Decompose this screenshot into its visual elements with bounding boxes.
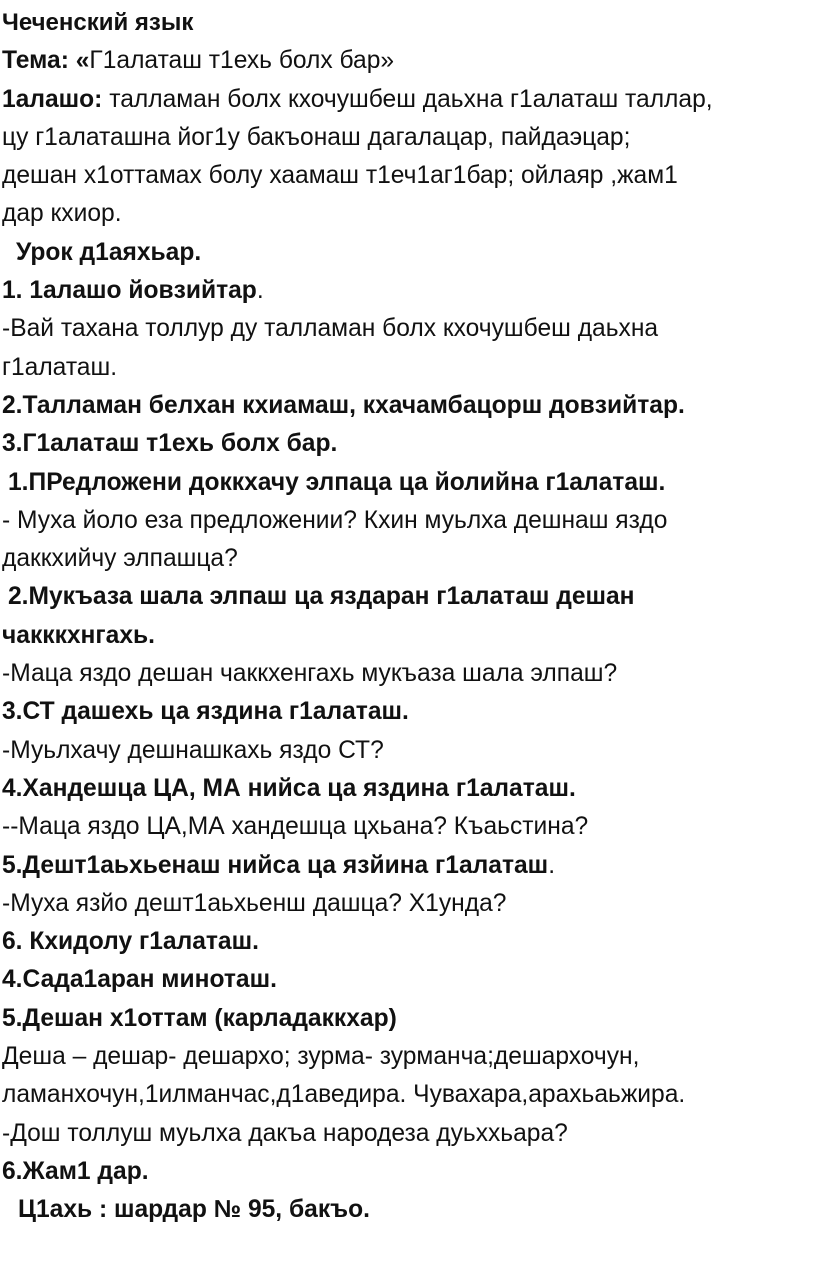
topic-text: Г1алаташ т1ехь болх бар» <box>89 47 395 75</box>
step1-heading-line <box>2 272 812 310</box>
step3-heading: 3.Г1алаташ т1ехь болх бар. <box>2 430 338 458</box>
sub1-heading: 1.ПРедложени доккхачу элпаца ца йолийна г1алаташ. <box>8 468 666 496</box>
sub2-text: -Маца яздо дешан чаккхенгахь мукъаза шала элпаш? <box>2 660 618 688</box>
document-page <box>2 4 812 1230</box>
step1-text-2: г1алаташ. <box>2 353 118 381</box>
step5-text-2: ламанхочун,1илманчас,д1аведира. Чувахара,арахьаьжира. <box>2 1081 686 1109</box>
step5-text-1: Деша – дешар- дешархо; зурма- зурманча;дешархочун, <box>2 1043 640 1071</box>
goal-line-4: дар кхиор. <box>2 200 122 228</box>
step6b-heading: 6.Жам1 дар. <box>2 1157 149 1185</box>
goal-text-1: талламан болх кхочушбеш даьхна г1алаташ таллар, <box>102 85 713 113</box>
document-header: Чеченский язык <box>2 9 194 36</box>
step5-heading: 5.Дешан х1оттам (карладаккхар) <box>2 1004 397 1032</box>
step5-text-3: -Дош толлуш муьлха дакъа народеза дуьххьара? <box>2 1119 568 1147</box>
homework-line: Ц1ахь : шардар № 95, бакъо. <box>18 1196 370 1224</box>
step1-heading: 1. 1алашо йовзийтар <box>2 277 257 305</box>
sub1-text-2: даккхийчу элпашца? <box>2 545 238 573</box>
sub3-heading: 3.СТ дашехь ца яздина г1алаташ. <box>2 698 409 726</box>
step6-heading: 6. Кхидолу г1алаташ. <box>2 928 259 956</box>
topic-line <box>2 42 812 80</box>
sub5-text: -Муха язйо дешт1аьхьенш дашца? Х1унда? <box>2 889 507 917</box>
sub2-heading-1: 2.Мукъаза шала элпаш ца яздаран г1алаташ дешан <box>8 583 635 611</box>
goal-line-3: дешан х1оттамах болу хаамаш т1еч1аг1бар; ойлаяр ,жам1 <box>2 162 678 190</box>
lesson-heading: Урок д1аяхьар. <box>16 238 202 266</box>
sub2-heading-2: чакккхнгахь. <box>2 621 155 649</box>
goal-line-2: цу г1алаташна йог1у бакъонаш дагалацар, пайдаэцар; <box>2 123 631 151</box>
step4-heading: 4.Сада1аран миноташ. <box>2 966 277 994</box>
sub5-dot: . <box>548 851 556 879</box>
sub5-heading: 5.Дешт1аьхьенаш нийса ца язйина г1алаташ <box>2 851 549 879</box>
sub4-text: --Маца яздо ЦА,МА хандешца цхьана? Къаьстина? <box>2 813 589 841</box>
sub3-text: -Муьлхачу дешнашкахь яздо СТ? <box>2 736 384 764</box>
step2-heading: 2.Талламан белхан кхиамаш, кхачамбацорш довзийтар. <box>2 391 685 419</box>
sub4-heading: 4.Хандешца ЦА, МА нийса ца яздина г1алаташ. <box>2 774 576 802</box>
sub1-text-1: - Муха йоло еза предложении? Кхин муьлха дешнаш яздо <box>2 506 668 534</box>
sub5-heading-line <box>2 847 812 885</box>
step1-dot: . <box>256 277 264 305</box>
goal-line-1 <box>2 81 812 119</box>
topic-label: Тема: « <box>2 47 90 75</box>
step1-text-1: -Вай тахана толлур ду талламан болх кхочушбеш даьхна <box>2 315 659 343</box>
goal-label: 1алашо: <box>2 85 103 113</box>
